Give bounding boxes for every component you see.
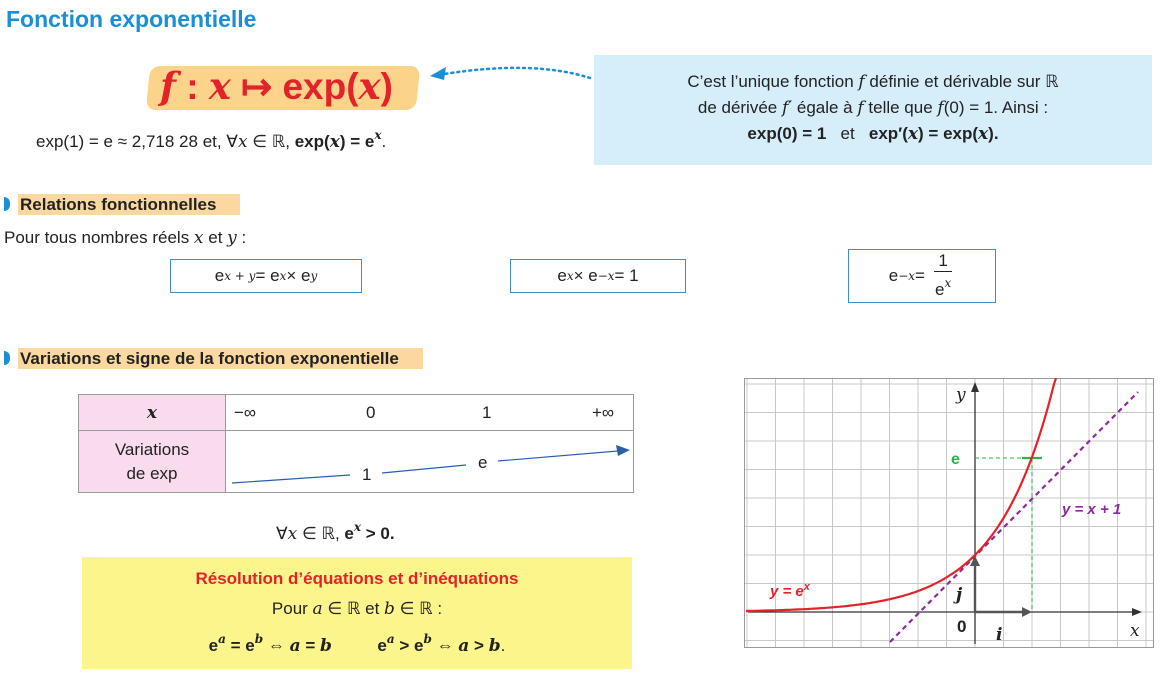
definition-line-1: C’est l’unique fonction f définie et dérivable sur ℝ [687,72,1059,92]
formula-product: e x + y = e x × e y [170,259,362,293]
relations-intro: Pour tous nombres réels x et y : [4,228,247,248]
e-value-label: e [951,451,960,468]
section-heading-variations: Variations et signe de la fonction exponentielle [4,349,423,369]
y-axis-label: y [956,385,966,405]
table-x-values: −∞ 0 1 +∞ [226,395,634,431]
section-marker-icon [4,351,10,365]
formula-reciprocal: e −x = $\frac{1}{e^x}$ [848,249,996,303]
resolution-title: Résolution d’équations et d’inéquations [195,569,519,588]
section-marker-icon [4,197,10,211]
formula-inverse-product: e x × e −x = 1 [510,259,686,293]
table-header-variations: Variations de exp [79,431,226,493]
exp-one-statement: exp(1) = e ≈ 2,718 28 et, ∀x ∈ ℝ, $\exp(x) = e^x$. [36,128,387,152]
positivity-statement: ∀x ∈ ℝ, $e^x > 0$. [276,520,395,544]
pointer-arrow [424,62,594,92]
tangent-label: y = x + 1 [1062,501,1122,518]
curve-label: $y = e^x$ [770,581,810,600]
definition-line-3: exp(0) = 1 et exp′(x) = exp(x). [747,124,999,144]
table-variation-arrow: 1 e [226,431,634,493]
definition-line-2: de dérivée f′ égale à f telle que f(0) = 1. Ainsi : [697,98,1049,118]
i-vector-label: i [996,625,1003,645]
resolution-domain: Pour a ∈ ℝ et b ∈ ℝ : [271,599,443,619]
definition-box [594,55,1152,165]
page-title: Fonction exponentielle [6,6,257,32]
resolution-rules: $e^a = e^b$ ⇔ a = b $e^a > e^b$ ⇔ a > b. [208,632,506,656]
exp-graph-canvas [744,378,1154,648]
section-heading-relations: Relations fonctionnelles [4,195,240,215]
exp-graph [744,378,1154,653]
table-header-x: x [79,395,226,431]
x-axis-label: x [1130,621,1140,641]
resolution-box [82,557,632,669]
hero-formula: f : x ↦ exp(x) [160,64,393,108]
j-vector-label: j [956,585,963,605]
variation-table [78,394,634,493]
increasing-arrow-icon [226,431,634,493]
origin-label: 0 [957,617,967,636]
